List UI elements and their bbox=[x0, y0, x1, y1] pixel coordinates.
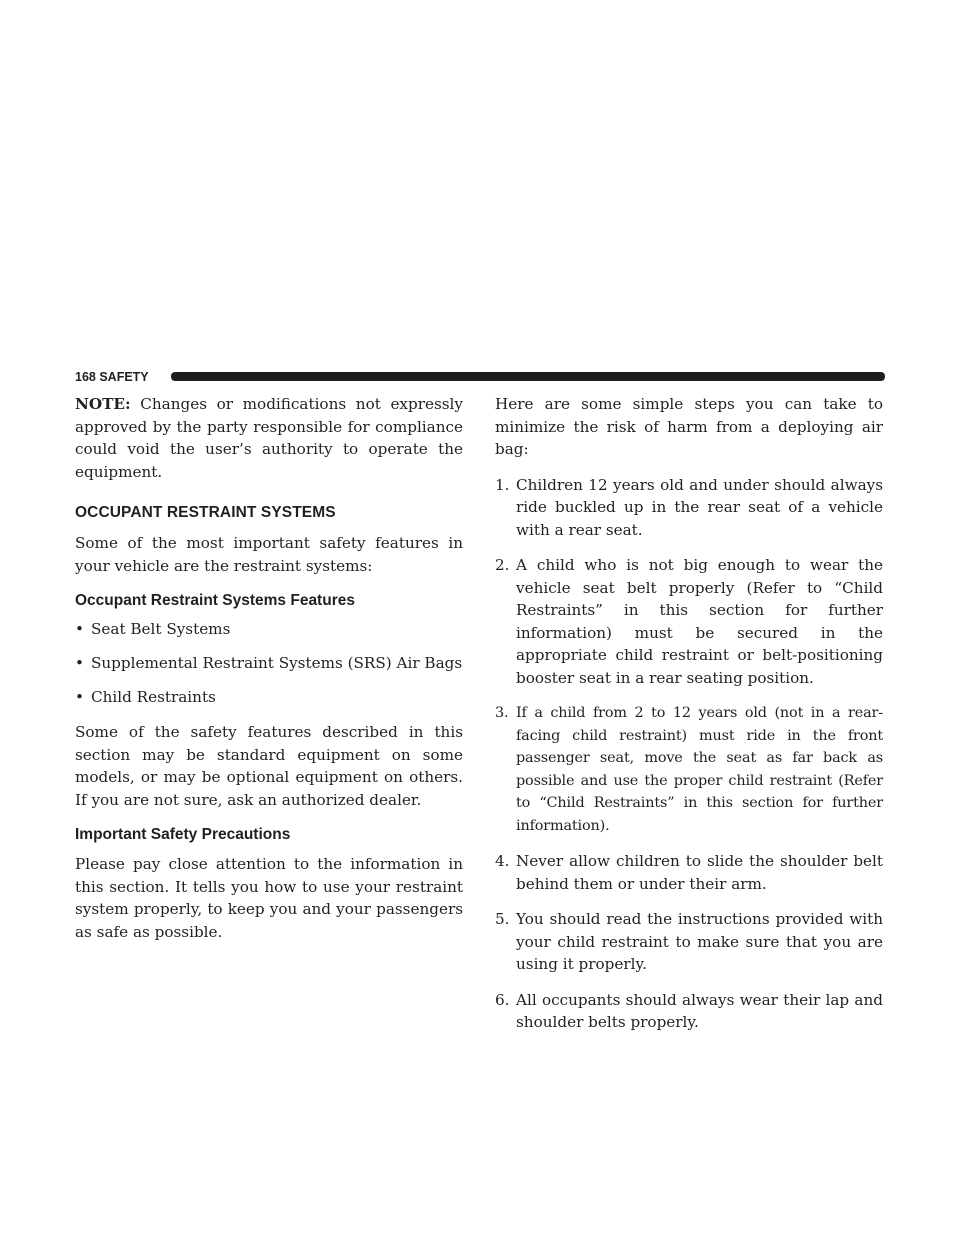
list-item: • Supplemental Restraint Systems (SRS) Air Bags bbox=[75, 654, 463, 672]
header-rule bbox=[171, 372, 885, 381]
subheading-features: Occupant Restraint Systems Features bbox=[75, 592, 355, 609]
precautions-paragraph: Please pay close attention to the information in this section. It tells you how to use your restraint system properly, to keep you and your passengers as safe as possible. bbox=[75, 855, 463, 941]
step-item bbox=[495, 702, 883, 837]
step-item bbox=[495, 474, 883, 542]
step-text: Children 12 years old and under should always ride buckled up in the rear seat of a vehicle with a rear seat. bbox=[516, 475, 883, 539]
section-heading: OCCUPANT RESTRAINT SYSTEMS bbox=[75, 504, 336, 521]
features-list bbox=[75, 619, 463, 707]
step-item bbox=[495, 908, 883, 976]
step-number: 2. bbox=[495, 556, 510, 574]
note-label: NOTE: bbox=[75, 395, 131, 413]
bullet-icon: • bbox=[75, 620, 84, 638]
step-number: 6. bbox=[495, 990, 510, 1009]
step-text: A child who is not big enough to wear the vehicle seat belt properly (Refer to “Child Restraints” in this section for further information) must be secured in the appropriate child restraint or belt-positioning booster seat in a rear seating position. bbox=[516, 556, 883, 687]
features-paragraph: Some of the safety features described in this section may be standard equipment on some models, or may be optional equipment on others. If you are not sure, ask an authorized dealer. bbox=[75, 723, 463, 809]
steps-intro: Here are some simple steps you can take to minimize the risk of harm from a deploying air bag: bbox=[495, 395, 883, 458]
step-text: If a child from 2 to 12 years old (not in a rear-facing child restraint) must ride in the front passenger seat, move the seat as far back as possible and use the proper child restraint (Refer to “Child Restraints” in this section for further information). bbox=[516, 705, 883, 834]
subheading-precautions: Important Safety Precautions bbox=[75, 826, 291, 843]
list-item: • Seat Belt Systems bbox=[75, 620, 231, 638]
list-item: • Child Restraints bbox=[75, 688, 216, 706]
step-number: 4. bbox=[495, 852, 510, 870]
right-column bbox=[495, 393, 883, 1047]
page-number-section: 168 SAFETY bbox=[75, 370, 149, 384]
bullet-icon: • bbox=[75, 688, 84, 706]
page-header bbox=[75, 368, 885, 386]
step-number: 3. bbox=[495, 705, 509, 721]
step-item bbox=[495, 554, 883, 689]
step-number: 1. bbox=[495, 475, 510, 494]
note-paragraph bbox=[75, 393, 463, 483]
steps-list bbox=[495, 474, 883, 1034]
intro-paragraph: Some of the most important safety features in your vehicle are the restraint systems: bbox=[75, 534, 463, 575]
step-item bbox=[495, 850, 883, 895]
step-text: You should read the instructions provided with your child restraint to make sure that you are using it properly. bbox=[516, 910, 883, 973]
step-text: Never allow children to slide the shoulder belt behind them or under their arm. bbox=[516, 852, 883, 893]
bullet-icon: • bbox=[75, 654, 84, 672]
note-text: Changes or modifications not expressly approved by the party responsible for compliance could void the user’s authority to operate the equipment. bbox=[75, 395, 463, 481]
left-column bbox=[75, 393, 463, 956]
step-item bbox=[495, 989, 883, 1034]
step-text: All occupants should always wear their lap and shoulder belts properly. bbox=[516, 990, 883, 1031]
step-number: 5. bbox=[495, 910, 510, 928]
